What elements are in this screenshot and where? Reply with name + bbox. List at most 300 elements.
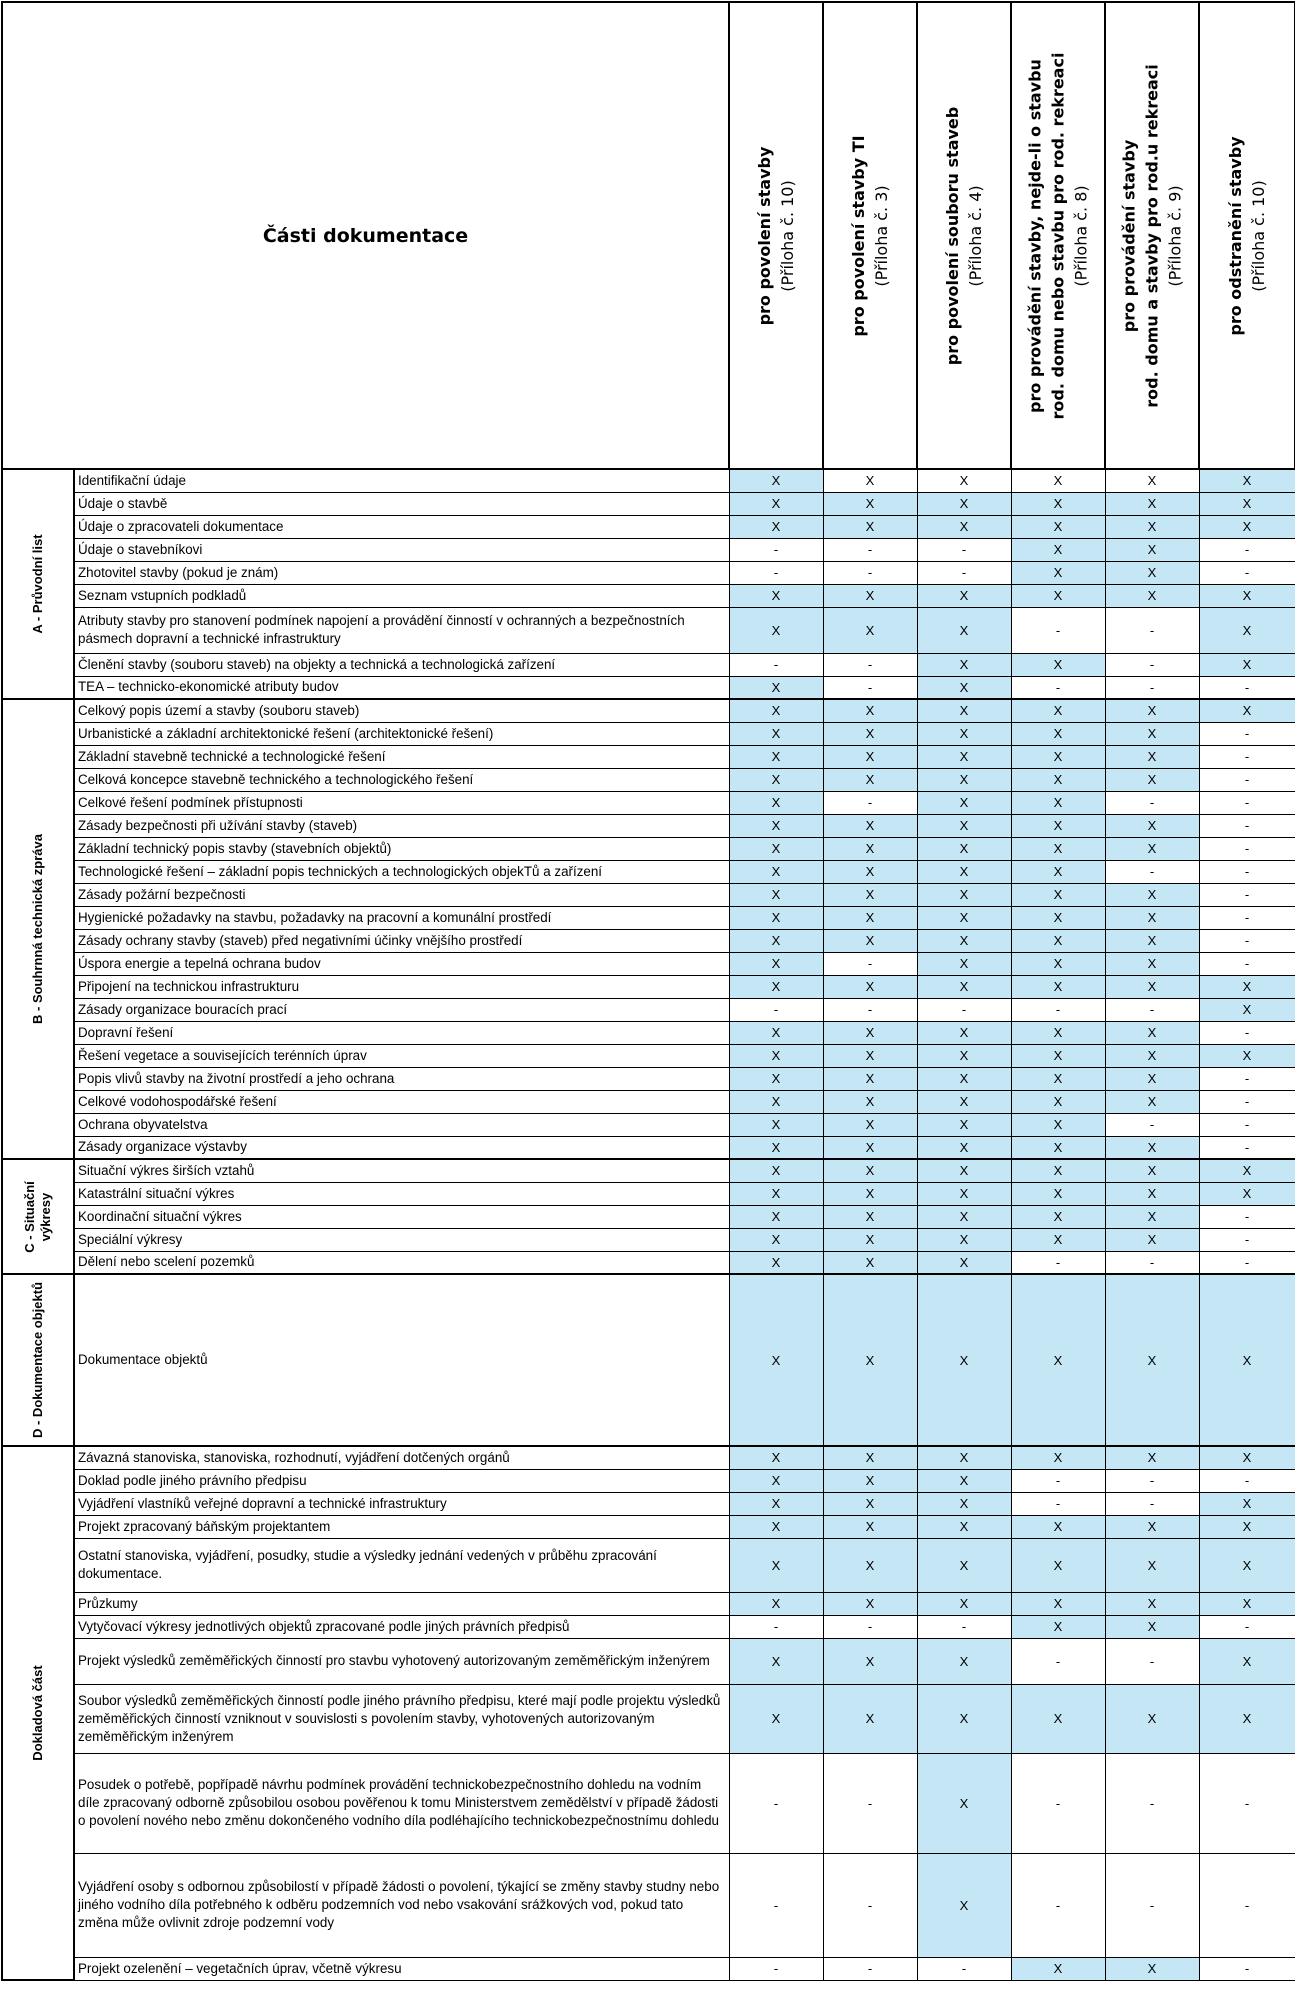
- matrix-cell: X: [729, 1592, 823, 1615]
- matrix-cell: -: [1199, 1113, 1295, 1136]
- matrix-cell: X: [1011, 1592, 1105, 1615]
- matrix-cell: X: [917, 1067, 1011, 1090]
- matrix-cell: X: [1105, 1044, 1199, 1067]
- row-label: Zásady požární bezpečnosti: [74, 883, 729, 906]
- matrix-cell: -: [1105, 998, 1199, 1021]
- row-label: Základní stavebně technické a technologické řešení: [74, 745, 729, 768]
- row-label: Dokumentace objektů: [74, 1274, 729, 1446]
- row-label: Situační výkres širších vztahů: [74, 1159, 729, 1182]
- matrix-cell: X: [729, 492, 823, 515]
- matrix-cell: -: [1199, 745, 1295, 768]
- matrix-cell: -: [1199, 676, 1295, 699]
- matrix-cell: X: [729, 1021, 823, 1044]
- matrix-cell: X: [823, 745, 917, 768]
- row-label: Údaje o stavbě: [74, 492, 729, 515]
- matrix-cell: X: [1011, 929, 1105, 952]
- matrix-cell: -: [1105, 607, 1199, 653]
- matrix-cell: X: [823, 1638, 917, 1684]
- matrix-cell: X: [1011, 1684, 1105, 1753]
- matrix-cell: X: [729, 469, 823, 492]
- section-label: A - Průvodní list: [30, 534, 45, 634]
- matrix-cell: X: [823, 699, 917, 722]
- row-label: Atributy stavby pro stanovení podmínek napojení a provádění činností v ochranných a bezpečnostních pásmech dopravní a technické infrastruktury: [74, 607, 729, 653]
- matrix-cell: X: [1199, 998, 1295, 1021]
- table-row: [2, 814, 1295, 837]
- matrix-cell: -: [1105, 1492, 1199, 1515]
- table-row: [2, 1492, 1295, 1515]
- matrix-cell: -: [1199, 768, 1295, 791]
- matrix-cell: X: [823, 929, 917, 952]
- matrix-cell: X: [1011, 1021, 1105, 1044]
- matrix-cell: X: [1199, 607, 1295, 653]
- table-row: [2, 607, 1295, 653]
- matrix-cell: X: [1011, 722, 1105, 745]
- row-label: Urbanistické a základní architektonické řešení (architektonické řešení): [74, 722, 729, 745]
- matrix-cell: X: [823, 1113, 917, 1136]
- matrix-cell: X: [917, 1113, 1011, 1136]
- row-label: Hygienické požadavky na stavbu, požadavky na pracovní a komunální prostředí: [74, 906, 729, 929]
- table-row: [2, 1853, 1295, 1957]
- matrix-cell: -: [1199, 952, 1295, 975]
- matrix-cell: X: [1011, 1136, 1105, 1159]
- matrix-cell: X: [1105, 883, 1199, 906]
- matrix-cell: X: [823, 814, 917, 837]
- row-label: Vyjádření vlastníků veřejné dopravní a technické infrastruktury: [74, 1492, 729, 1515]
- row-label: Údaje o stavebníkovi: [74, 538, 729, 561]
- matrix-cell: X: [1199, 1492, 1295, 1515]
- matrix-cell: -: [1199, 814, 1295, 837]
- matrix-cell: X: [823, 883, 917, 906]
- matrix-cell: -: [1011, 1853, 1105, 1957]
- matrix-cell: X: [729, 584, 823, 607]
- matrix-cell: X: [1105, 745, 1199, 768]
- matrix-cell: X: [1011, 492, 1105, 515]
- matrix-cell: X: [729, 1469, 823, 1492]
- matrix-cell: X: [917, 860, 1011, 883]
- matrix-cell: X: [823, 1159, 917, 1182]
- matrix-cell: X: [729, 837, 823, 860]
- matrix-cell: -: [1199, 1136, 1295, 1159]
- documentation-matrix-table: [1, 1, 1295, 1981]
- matrix-cell: -: [729, 538, 823, 561]
- matrix-cell: -: [1199, 929, 1295, 952]
- matrix-cell: X: [823, 906, 917, 929]
- matrix-cell: X: [1105, 1446, 1199, 1469]
- row-label: Speciální výkresy: [74, 1228, 729, 1251]
- matrix-cell: X: [1011, 814, 1105, 837]
- matrix-cell: X: [1199, 975, 1295, 998]
- matrix-cell: X: [1199, 469, 1295, 492]
- matrix-cell: X: [729, 1067, 823, 1090]
- matrix-cell: X: [917, 1638, 1011, 1684]
- table-row: [2, 1592, 1295, 1615]
- matrix-cell: X: [1105, 1182, 1199, 1205]
- matrix-cell: X: [1105, 584, 1199, 607]
- table-row: [2, 515, 1295, 538]
- row-label: Řešení vegetace a souvisejících terénních úprav: [74, 1044, 729, 1067]
- matrix-cell: X: [917, 1684, 1011, 1753]
- matrix-cell: -: [823, 676, 917, 699]
- table-row: [2, 1182, 1295, 1205]
- matrix-cell: X: [917, 1136, 1011, 1159]
- matrix-cell: X: [823, 1538, 917, 1592]
- matrix-cell: X: [823, 515, 917, 538]
- table-row: [2, 1113, 1295, 1136]
- matrix-cell: X: [917, 1274, 1011, 1446]
- matrix-cell: -: [823, 653, 917, 676]
- table-row: [2, 469, 1295, 492]
- table-row: [2, 1021, 1295, 1044]
- matrix-cell: -: [1105, 1638, 1199, 1684]
- matrix-cell: X: [1105, 699, 1199, 722]
- matrix-cell: X: [1199, 492, 1295, 515]
- matrix-cell: X: [1011, 538, 1105, 561]
- row-label: Vytyčovací výkresy jednotlivých objektů zpracované podle jiných právních předpisů: [74, 1615, 729, 1638]
- matrix-cell: X: [729, 1090, 823, 1113]
- row-label: Celkové vodohospodářské řešení: [74, 1090, 729, 1113]
- matrix-cell: X: [823, 1044, 917, 1067]
- matrix-cell: X: [823, 1136, 917, 1159]
- matrix-cell: X: [823, 607, 917, 653]
- table-row: [2, 1753, 1295, 1853]
- row-label: Doklad podle jiného právního předpisu: [74, 1469, 729, 1492]
- matrix-cell: X: [729, 1113, 823, 1136]
- matrix-cell: X: [823, 469, 917, 492]
- table-row: [2, 676, 1295, 699]
- matrix-cell: X: [823, 975, 917, 998]
- matrix-cell: X: [1011, 1067, 1105, 1090]
- matrix-cell: -: [1011, 676, 1105, 699]
- matrix-cell: X: [1105, 1067, 1199, 1090]
- matrix-cell: X: [917, 1251, 1011, 1274]
- matrix-cell: -: [729, 1615, 823, 1638]
- matrix-cell: X: [823, 860, 917, 883]
- matrix-cell: X: [729, 860, 823, 883]
- table-row: [2, 1251, 1295, 1274]
- matrix-cell: X: [729, 929, 823, 952]
- matrix-cell: -: [1105, 791, 1199, 814]
- matrix-cell: X: [823, 837, 917, 860]
- matrix-cell: -: [1105, 676, 1199, 699]
- matrix-cell: X: [1199, 1159, 1295, 1182]
- section-label: D - Dokumentace objektů: [30, 1281, 45, 1439]
- matrix-cell: X: [1011, 653, 1105, 676]
- matrix-cell: X: [1105, 538, 1199, 561]
- row-label: Popis vlivů stavby na životní prostředí a jeho ochrana: [74, 1067, 729, 1090]
- matrix-cell: X: [1011, 1957, 1105, 1980]
- row-label: Průzkumy: [74, 1592, 729, 1615]
- matrix-cell: X: [1105, 768, 1199, 791]
- row-label: Celkové řešení podmínek přístupnosti: [74, 791, 729, 814]
- matrix-cell: X: [1199, 1446, 1295, 1469]
- matrix-cell: -: [1199, 1067, 1295, 1090]
- table-row: [2, 1067, 1295, 1090]
- matrix-cell: X: [729, 515, 823, 538]
- matrix-cell: X: [1199, 1538, 1295, 1592]
- matrix-cell: X: [1105, 492, 1199, 515]
- matrix-cell: X: [917, 814, 1011, 837]
- table-row: [2, 952, 1295, 975]
- matrix-cell: X: [823, 1274, 917, 1446]
- matrix-cell: X: [729, 745, 823, 768]
- row-label: Zásady organizace bouracích prací: [74, 998, 729, 1021]
- table-row: [2, 1446, 1295, 1469]
- matrix-cell: X: [1199, 515, 1295, 538]
- matrix-cell: -: [1199, 1853, 1295, 1957]
- matrix-cell: X: [823, 1251, 917, 1274]
- matrix-cell: X: [729, 1638, 823, 1684]
- matrix-cell: X: [1105, 1592, 1199, 1615]
- table-row: [2, 1090, 1295, 1113]
- matrix-cell: -: [1199, 1753, 1295, 1853]
- row-label: Zásady bezpečnosti při užívání stavby (staveb): [74, 814, 729, 837]
- matrix-cell: X: [729, 1182, 823, 1205]
- matrix-cell: X: [729, 1515, 823, 1538]
- matrix-cell: X: [1011, 1205, 1105, 1228]
- matrix-cell: X: [823, 1469, 917, 1492]
- matrix-cell: -: [1199, 1021, 1295, 1044]
- matrix-cell: -: [1011, 1492, 1105, 1515]
- matrix-cell: -: [917, 561, 1011, 584]
- matrix-cell: -: [823, 952, 917, 975]
- matrix-cell: -: [1105, 860, 1199, 883]
- table-row: [2, 538, 1295, 561]
- row-label: Projekt výsledků zeměměřických činností pro stavbu vyhotovený autorizovaným zeměměřickým inženýrem: [74, 1638, 729, 1684]
- row-label: Projekt zpracovaný báňským projektantem: [74, 1515, 729, 1538]
- matrix-cell: X: [917, 1853, 1011, 1957]
- matrix-cell: X: [1199, 699, 1295, 722]
- section-label-cell: [2, 1446, 74, 1980]
- row-label: Seznam vstupních podkladů: [74, 584, 729, 607]
- matrix-cell: -: [729, 998, 823, 1021]
- row-label: Zásady organizace výstavby: [74, 1136, 729, 1159]
- matrix-cell: X: [917, 1228, 1011, 1251]
- matrix-cell: X: [1011, 860, 1105, 883]
- column-header-provadeni-rod-domu: pro provádění stavby rod. domu a stavby pro rod.u rekreaci (Příloha č. 9): [1105, 2, 1199, 469]
- matrix-cell: X: [729, 722, 823, 745]
- row-label: Dopravní řešení: [74, 1021, 729, 1044]
- table-row: [2, 1044, 1295, 1067]
- matrix-cell: -: [1199, 1615, 1295, 1638]
- column-header-provadeni-stavby: pro provádění stavby, nejde-li o stavbu rod. domu nebo stavbu pro rod. rekreaci (Příloha č. 8): [1011, 2, 1105, 469]
- matrix-cell: -: [917, 1615, 1011, 1638]
- matrix-cell: X: [729, 791, 823, 814]
- matrix-cell: X: [1011, 1228, 1105, 1251]
- row-label: Členění stavby (souboru staveb) na objekty a technická a technologická zařízení: [74, 653, 729, 676]
- matrix-cell: X: [917, 906, 1011, 929]
- matrix-cell: -: [1199, 1228, 1295, 1251]
- matrix-cell: X: [917, 1090, 1011, 1113]
- matrix-cell: -: [1011, 998, 1105, 1021]
- row-label: Zásady ochrany stavby (staveb) před negativními účinky vnějšího prostředí: [74, 929, 729, 952]
- matrix-cell: X: [1105, 515, 1199, 538]
- matrix-cell: X: [729, 975, 823, 998]
- matrix-cell: X: [917, 1469, 1011, 1492]
- matrix-cell: X: [823, 768, 917, 791]
- matrix-cell: X: [1105, 1274, 1199, 1446]
- matrix-cell: X: [729, 814, 823, 837]
- matrix-cell: X: [823, 1182, 917, 1205]
- matrix-cell: X: [917, 515, 1011, 538]
- matrix-cell: X: [917, 653, 1011, 676]
- table-row: [2, 492, 1295, 515]
- matrix-cell: X: [823, 1446, 917, 1469]
- matrix-cell: X: [823, 1205, 917, 1228]
- row-label: Dělení nebo scelení pozemků: [74, 1251, 729, 1274]
- matrix-cell: X: [1105, 1957, 1199, 1980]
- row-label: Připojení na technickou infrastrukturu: [74, 975, 729, 998]
- section-label: B - Souhrnná technická zpráva: [30, 834, 45, 1024]
- matrix-cell: -: [823, 1615, 917, 1638]
- matrix-cell: -: [1011, 1251, 1105, 1274]
- matrix-cell: X: [1199, 1274, 1295, 1446]
- row-label: Soubor výsledků zeměměřických činností podle jiného právního předpisu, které mají podle projektu výsledků zeměměřických činností vzniknout v souvislosti s povolením stavby, vyhotovených autorizovaným zeměměřickým inženýrem: [74, 1684, 729, 1753]
- matrix-cell: X: [1199, 1044, 1295, 1067]
- matrix-cell: X: [1011, 1446, 1105, 1469]
- table-row: [2, 837, 1295, 860]
- matrix-cell: X: [1011, 561, 1105, 584]
- matrix-cell: X: [1105, 1136, 1199, 1159]
- matrix-cell: X: [1105, 1159, 1199, 1182]
- matrix-cell: X: [917, 952, 1011, 975]
- matrix-cell: X: [1011, 975, 1105, 998]
- matrix-cell: X: [917, 1515, 1011, 1538]
- table-row: [2, 929, 1295, 952]
- matrix-cell: -: [823, 791, 917, 814]
- matrix-cell: -: [917, 998, 1011, 1021]
- matrix-cell: X: [1011, 1274, 1105, 1446]
- matrix-cell: X: [729, 906, 823, 929]
- matrix-cell: X: [729, 1274, 823, 1446]
- matrix-cell: X: [1011, 768, 1105, 791]
- matrix-cell: X: [1105, 952, 1199, 975]
- matrix-cell: -: [823, 561, 917, 584]
- table-row: [2, 1684, 1295, 1753]
- matrix-cell: X: [1105, 469, 1199, 492]
- matrix-cell: X: [917, 1205, 1011, 1228]
- matrix-cell: -: [1199, 1251, 1295, 1274]
- matrix-cell: X: [917, 883, 1011, 906]
- table-row: [2, 791, 1295, 814]
- row-label: Základní technický popis stavby (stavebních objektů): [74, 837, 729, 860]
- matrix-cell: X: [729, 1492, 823, 1515]
- row-label: TEA – technicko-ekonomické atributy budov: [74, 676, 729, 699]
- row-label: Ostatní stanoviska, vyjádření, posudky, studie a výsledky jednání vedených v průběhu zpracování dokumentace.: [74, 1538, 729, 1592]
- matrix-cell: X: [1105, 1538, 1199, 1592]
- matrix-cell: X: [917, 1538, 1011, 1592]
- table-row: [2, 1615, 1295, 1638]
- matrix-cell: X: [823, 1228, 917, 1251]
- matrix-cell: -: [1199, 1205, 1295, 1228]
- table-body: [2, 469, 1295, 1980]
- matrix-cell: X: [917, 837, 1011, 860]
- matrix-cell: -: [1199, 722, 1295, 745]
- matrix-cell: X: [729, 1538, 823, 1592]
- matrix-cell: X: [1105, 1684, 1199, 1753]
- matrix-cell: X: [823, 1067, 917, 1090]
- column-header-title: Části dokumentace: [2, 2, 729, 469]
- row-label: Závazná stanoviska, stanoviska, rozhodnutí, vyjádření dotčených orgánů: [74, 1446, 729, 1469]
- matrix-cell: -: [729, 561, 823, 584]
- row-label: Ochrana obyvatelstva: [74, 1113, 729, 1136]
- matrix-cell: X: [1011, 883, 1105, 906]
- row-label: Katastrální situační výkres: [74, 1182, 729, 1205]
- table-row: [2, 906, 1295, 929]
- matrix-cell: X: [1105, 906, 1199, 929]
- matrix-cell: X: [1105, 1205, 1199, 1228]
- table-row: [2, 1205, 1295, 1228]
- matrix-cell: X: [917, 768, 1011, 791]
- section-label-cell: [2, 699, 74, 1159]
- matrix-cell: -: [1105, 653, 1199, 676]
- matrix-cell: X: [917, 722, 1011, 745]
- row-label: Technologické řešení – základní popis technických a technologických objekTů a zařízení: [74, 860, 729, 883]
- column-header-povoleni-souboru-staveb: pro povolení souboru staveb (Příloha č. 4): [917, 2, 1011, 469]
- matrix-cell: X: [729, 1684, 823, 1753]
- matrix-cell: X: [917, 1159, 1011, 1182]
- matrix-cell: X: [1011, 906, 1105, 929]
- matrix-cell: X: [729, 699, 823, 722]
- matrix-cell: X: [1105, 1090, 1199, 1113]
- row-label: Celkový popis území a stavby (souboru staveb): [74, 699, 729, 722]
- matrix-cell: -: [1011, 1753, 1105, 1853]
- matrix-cell: X: [1105, 1228, 1199, 1251]
- matrix-cell: X: [729, 883, 823, 906]
- matrix-cell: -: [1199, 906, 1295, 929]
- column-header-odstraneni-stavby: pro odstranění stavby (Příloha č. 10): [1199, 2, 1295, 469]
- section-label: C - Situační výkresy: [22, 1180, 53, 1253]
- table-row: [2, 745, 1295, 768]
- table-row: [2, 1159, 1295, 1182]
- table-row: [2, 1538, 1295, 1592]
- matrix-cell: X: [1011, 1044, 1105, 1067]
- matrix-cell: X: [1199, 1182, 1295, 1205]
- matrix-cell: -: [729, 1957, 823, 1980]
- matrix-cell: X: [1011, 1159, 1105, 1182]
- column-header-povoleni-stavby: pro povolení stavby (Příloha č. 10): [729, 2, 823, 469]
- matrix-cell: X: [917, 929, 1011, 952]
- table-row: [2, 722, 1295, 745]
- matrix-cell: -: [1199, 538, 1295, 561]
- matrix-cell: -: [1105, 1469, 1199, 1492]
- matrix-cell: X: [1105, 722, 1199, 745]
- matrix-cell: -: [1199, 837, 1295, 860]
- matrix-cell: X: [729, 1446, 823, 1469]
- matrix-cell: X: [729, 952, 823, 975]
- matrix-cell: -: [1199, 883, 1295, 906]
- matrix-cell: -: [823, 1853, 917, 1957]
- row-label: Identifikační údaje: [74, 469, 729, 492]
- matrix-cell: X: [917, 1753, 1011, 1853]
- matrix-cell: X: [729, 1136, 823, 1159]
- matrix-cell: X: [1199, 584, 1295, 607]
- matrix-cell: -: [917, 1957, 1011, 1980]
- matrix-cell: X: [1199, 1592, 1295, 1615]
- matrix-cell: X: [823, 492, 917, 515]
- matrix-cell: X: [729, 1251, 823, 1274]
- matrix-cell: X: [1011, 1538, 1105, 1592]
- matrix-cell: -: [729, 1753, 823, 1853]
- matrix-cell: X: [1011, 837, 1105, 860]
- matrix-cell: X: [917, 492, 1011, 515]
- matrix-cell: -: [823, 1753, 917, 1853]
- matrix-cell: X: [729, 768, 823, 791]
- table-row: [2, 860, 1295, 883]
- matrix-cell: X: [917, 699, 1011, 722]
- table-row: [2, 1274, 1295, 1446]
- matrix-cell: X: [1011, 791, 1105, 814]
- matrix-cell: X: [1011, 1515, 1105, 1538]
